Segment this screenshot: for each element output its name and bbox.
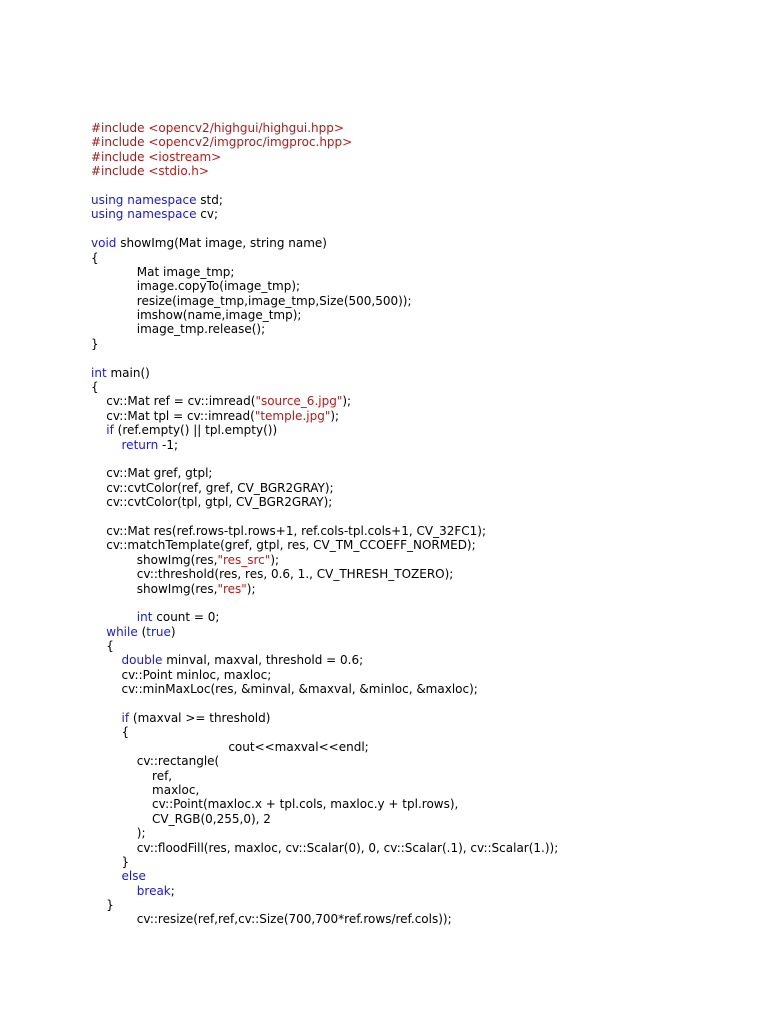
code-line	[91, 754, 751, 768]
string-literal: <iostream>	[148, 149, 222, 164]
code-text: }	[91, 898, 114, 913]
code-line	[91, 510, 751, 524]
keyword-token: if	[121, 711, 130, 726]
code-line	[91, 193, 751, 207]
code-line	[91, 725, 751, 739]
code-text: main()	[106, 365, 150, 380]
code-line	[91, 682, 751, 696]
code-line	[91, 366, 751, 380]
keyword-token: using namespace	[91, 192, 197, 207]
code-text: CV_RGB(0,255,0), 2	[91, 811, 271, 826]
code-text: ;	[170, 883, 175, 898]
code-line	[91, 869, 751, 883]
code-text	[91, 884, 137, 898]
code-line	[91, 265, 751, 279]
code-text	[91, 711, 122, 725]
code-line	[91, 179, 751, 193]
code-text: {	[91, 639, 114, 654]
code-line	[91, 812, 751, 826]
keyword-token: if	[106, 423, 114, 438]
code-text: )	[170, 624, 176, 639]
preprocessor-token: #include	[91, 121, 149, 135]
keyword-token: using namespace	[91, 207, 197, 222]
code-line	[91, 466, 751, 480]
code-text: cv::cvtColor(ref, gref, CV_BGR2GRAY);	[91, 480, 334, 495]
code-text: {	[91, 725, 130, 740]
keyword-token: else	[121, 869, 146, 884]
code-text: cv::threshold(res, res, 0.6, 1., CV_THRESH_TOZERO);	[91, 567, 454, 582]
keyword-token: return	[121, 437, 159, 452]
code-line	[91, 553, 751, 567]
code-text: {	[91, 380, 99, 395]
code-line	[91, 740, 751, 754]
code-text	[91, 423, 106, 437]
code-text	[91, 438, 122, 452]
keyword-token: void	[91, 236, 117, 251]
code-text: image.copyTo(image_tmp);	[91, 279, 301, 294]
code-text: imshow(name,image_tmp);	[91, 308, 302, 323]
code-text: cv::Point(maxloc.x + tpl.cols, maxloc.y + tpl.rows),	[91, 797, 459, 812]
code-line	[91, 826, 751, 840]
code-text: cv::Mat res(ref.rows-tpl.rows+1, ref.cols-tpl.cols+1, CV_32FC1);	[91, 523, 486, 538]
code-text: cv::Mat tpl = cv::imread(	[91, 408, 255, 423]
keyword-token: break	[136, 883, 171, 898]
code-line	[91, 236, 751, 250]
keyword-token: int	[136, 610, 153, 625]
code-line	[91, 797, 751, 811]
code-text: }	[91, 854, 130, 869]
code-text: minval, maxval, threshold = 0.6;	[162, 653, 364, 668]
code-text: cout<<maxval<<endl;	[91, 739, 369, 754]
code-text: resize(image_tmp,image_tmp,Size(500,500));	[91, 293, 412, 308]
code-text: cv::cvtColor(tpl, gtpl, CV_BGR2GRAY);	[91, 495, 333, 510]
code-text	[91, 869, 122, 883]
code-text: cv;	[196, 207, 219, 222]
code-text	[91, 610, 137, 624]
code-text: maxloc,	[91, 782, 200, 797]
preprocessor-token: #include	[91, 135, 149, 150]
code-text: );	[91, 826, 146, 841]
code-line	[91, 639, 751, 653]
code-text: (	[137, 624, 147, 639]
code-line	[91, 279, 751, 293]
code-line	[91, 538, 751, 552]
keyword-token: int	[91, 365, 107, 380]
code-text: {	[91, 250, 99, 265]
keyword-token: true	[146, 624, 171, 639]
code-line	[91, 855, 751, 869]
code-line	[91, 481, 751, 495]
string-literal: <opencv2/highgui/highgui.hpp>	[148, 121, 344, 135]
keyword-token: while	[106, 624, 138, 639]
string-literal: <stdio.h>	[148, 164, 209, 179]
code-listing	[91, 121, 751, 927]
code-line	[91, 567, 751, 581]
code-line	[91, 524, 751, 538]
string-literal: "source_6.jpg"	[255, 394, 343, 409]
code-line	[91, 423, 751, 437]
code-line	[91, 337, 751, 351]
code-line	[91, 625, 751, 639]
code-line	[91, 653, 751, 667]
code-line	[91, 322, 751, 336]
code-line	[91, 452, 751, 466]
code-line	[91, 251, 751, 265]
code-text: cv::floodFill(res, maxloc, cv::Scalar(0), 0, cv::Scalar(.1), cv::Scalar(1.));	[91, 840, 559, 855]
code-text: );	[270, 552, 280, 567]
code-text: image_tmp.release();	[91, 322, 266, 337]
code-line	[91, 394, 751, 408]
code-text: -1;	[158, 437, 179, 452]
code-line	[91, 150, 751, 164]
code-line	[91, 783, 751, 797]
code-line	[91, 351, 751, 365]
code-text: cv::matchTemplate(gref, gtpl, res, CV_TM_CCOEFF_NORMED);	[91, 538, 476, 553]
code-line	[91, 898, 751, 912]
code-line	[91, 207, 751, 221]
code-text	[91, 653, 122, 667]
code-line	[91, 596, 751, 610]
code-text: showImg(Mat image, string name)	[116, 236, 327, 251]
code-line	[91, 294, 751, 308]
code-line	[91, 164, 751, 178]
code-line	[91, 697, 751, 711]
code-text: Mat image_tmp;	[91, 264, 235, 279]
code-line	[91, 135, 751, 149]
string-literal: "res"	[217, 581, 247, 596]
code-text: cv::rectangle(	[91, 754, 220, 769]
code-text: (maxval >= threshold)	[129, 711, 271, 726]
string-literal: "temple.jpg"	[254, 408, 331, 423]
code-line	[91, 222, 751, 236]
code-text: showImg(res,	[91, 552, 218, 567]
code-line	[91, 308, 751, 322]
code-line	[91, 495, 751, 509]
code-line	[91, 841, 751, 855]
code-text	[91, 625, 106, 639]
code-line	[91, 711, 751, 725]
code-text: showImg(res,	[91, 581, 218, 596]
code-line	[91, 912, 751, 926]
string-literal: <opencv2/imgproc/imgproc.hpp>	[148, 135, 353, 150]
code-line	[91, 769, 751, 783]
code-line	[91, 380, 751, 394]
code-text: cv::Point minloc, maxloc;	[91, 667, 272, 682]
code-line	[91, 409, 751, 423]
code-text: cv::resize(ref,ref,cv::Size(700,700*ref.rows/ref.cols));	[91, 912, 452, 927]
code-line	[91, 884, 751, 898]
code-text: cv::Mat gref, gtpl;	[91, 466, 213, 481]
code-text: );	[246, 581, 256, 596]
code-text: }	[91, 336, 99, 351]
code-line	[91, 438, 751, 452]
code-text: );	[330, 408, 340, 423]
keyword-token: double	[121, 653, 163, 668]
code-text: std;	[196, 192, 223, 207]
code-line	[91, 668, 751, 682]
code-line	[91, 582, 751, 596]
preprocessor-token: #include	[91, 149, 149, 164]
code-text: ref,	[91, 768, 173, 783]
code-text: );	[342, 394, 352, 409]
string-literal: "res_src"	[217, 552, 271, 567]
code-text: count = 0;	[152, 610, 220, 625]
code-text: cv::Mat ref = cv::imread(	[91, 394, 256, 409]
code-line	[91, 121, 751, 135]
code-line	[91, 610, 751, 624]
code-text: (ref.empty() || tpl.empty())	[113, 423, 278, 438]
code-text: cv::minMaxLoc(res, &minval, &maxval, &minloc, &maxloc);	[91, 682, 478, 697]
preprocessor-token: #include	[91, 164, 149, 179]
